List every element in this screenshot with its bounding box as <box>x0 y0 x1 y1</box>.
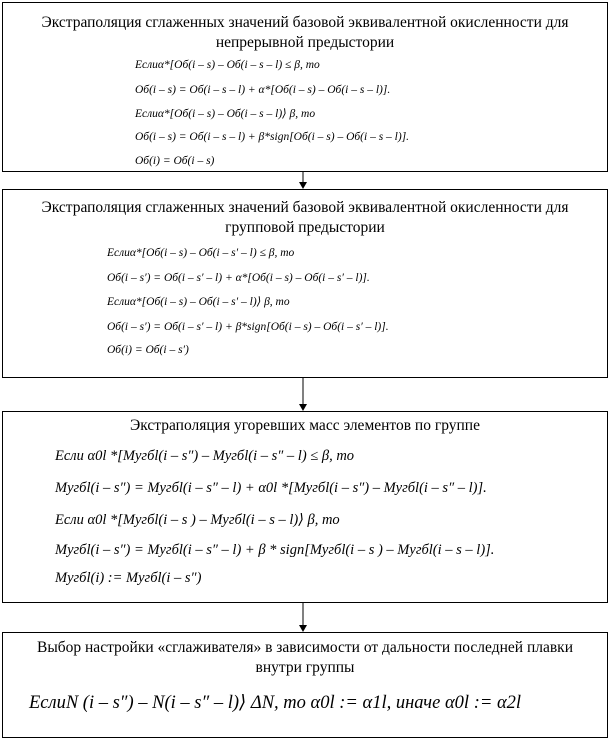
flow-arrow <box>297 172 309 190</box>
formula-line: Oб(i) = Oб(i – s) <box>135 155 215 167</box>
block-title: Экстраполяция сглаженных значений базовой эквивалентной окисленности для групповой предыстории <box>41 199 569 236</box>
formula-line: Mугбl(i – s″) = Mугбl(i – s″ – l) + β * sign[Mугбl(i – s ) – Mугбl(i – s – l)]. <box>55 542 495 558</box>
formula-line: Oб(i – s) = Oб(i – s – l) + β*sign[Oб(i – s) – Oб(i – s – l)]. <box>135 131 410 143</box>
block-title: Экстраполяция сглаженных значений базовой эквивалентной окисленности для непрерывной предыстории <box>41 14 569 51</box>
formula-line: Если α0l *[Mугбl(i – s ) – Mугбl(i – s – l)⟩ β, то <box>55 512 340 528</box>
formula-line: Oб(i) = Oб(i – s′) <box>107 344 189 356</box>
formula-line: ЕслиN (i – s″) – N(i – s″ – l)⟩ ΔN, то α0l := α1l, иначе α0l := α2l <box>29 693 522 713</box>
formula-line: Mугбl(i – s″) = Mугбl(i – s″ – l) + α0l *[Mугбl(i – s″) – Mугбl(i – s″ – l)]. <box>55 480 487 496</box>
block-title: Выбор настройки «сглаживателя» в зависимости от дальности последней плавки внутри группы <box>37 639 573 676</box>
block-title: Экстраполяция угоревших масс элементов по группе <box>130 417 480 434</box>
formula-line: Oб(i – s′) = Oб(i – s′ – l) + β*sign[Oб(i – s) – Oб(i – s′ – l)]. <box>107 321 389 333</box>
formula-line: Если α0l *[Mугбl(i – s″) – Mугбl(i – s″ – l) ≤ β, то <box>55 448 355 464</box>
formula-line: Еслиα*[Oб(i – s) – Oб(i – s′ – l)⟩ β, то <box>107 296 290 308</box>
block-continuous-history <box>2 2 608 172</box>
formula-line: Oб(i – s) = Oб(i – s – l) + α*[Oб(i – s) – Oб(i – s – l)]. <box>135 84 391 96</box>
block-group-history <box>2 189 608 378</box>
formula-line: Oб(i – s′) = Oб(i – s′ – l) + α*[Oб(i – s) – Oб(i – s′ – l)]. <box>107 272 370 284</box>
formula-line: Mугбl(i) := Mугбl(i – s″) <box>55 570 202 586</box>
flow-arrow <box>297 378 309 412</box>
formula-line: Еслиα*[Oб(i – s) – Oб(i – s – l) ≤ β, то <box>135 59 320 71</box>
formula-line: Еслиα*[Oб(i – s) – Oб(i – s′ – l) ≤ β, то <box>107 247 295 259</box>
block-burnt-mass <box>2 411 608 603</box>
block-smoother-tuning <box>2 632 608 738</box>
formula-line: Еслиα*[Oб(i – s) – Oб(i – s – l)⟩ β, то <box>135 108 316 120</box>
flow-arrow <box>297 603 309 633</box>
